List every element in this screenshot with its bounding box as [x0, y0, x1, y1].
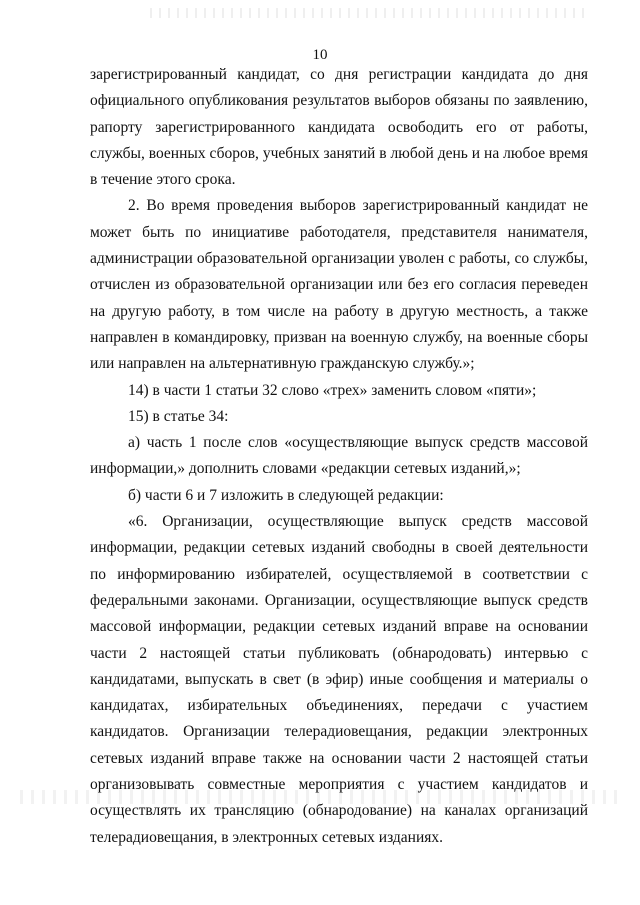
paragraph-6: б) части 6 и 7 изложить в следующей редакции:: [128, 486, 444, 504]
paragraph-4: 15) в статье 34:: [128, 407, 229, 425]
paragraph-1: зарегистрированный кандидат, со дня регистрации кандидата до дня официального опубликования результатов выборов обязаны по заявлению, рапорту зарегистрированного кандидата освободить его от работы, службы, военных сборов, учебных занятий в любой день и на любое время в течение этого срока.: [90, 66, 588, 189]
paragraph-3: 14) в части 1 статьи 32 слово «трех» заменить словом «пяти»;: [128, 381, 537, 399]
paragraph-5: а) часть 1 после слов «осуществляющие выпуск средств массовой информации,» дополнить словами «редакции сетевых изданий,»;: [90, 434, 588, 478]
document-body: [90, 62, 588, 851]
scan-noise-top: [150, 8, 590, 18]
page-number: 10: [312, 47, 328, 63]
paragraph-2: 2. Во время проведения выборов зарегистрированный кандидат не может быть по инициативе работодателя, представителя нанимателя, администрации образовательной организации уволен с работы, со службы, отчислен из образовательной организации или без его согласия переведен на другую работу, в том числе на работу в другую местность, а также направлен в командировку, призван на военную службу, на военные сборы или направлен на альтернативную гражданскую службу.»;: [90, 197, 588, 373]
paragraph-7: «6. Организации, осуществляющие выпуск средств массовой информации, редакции сетевых изданий свободны в своей деятельности по информированию избирателей, осуществляемой в соответствии с федеральными законами. Организации, осуществляющие выпуск средств массовой информации, редакции сетевых изданий вправе на основании части 2 настоящей статьи публиковать (обнародовать) интервью с кандидатами, выпускать в свет (в эфир) иные сообщения и материалы о кандидатах, избирательных объединениях, передачи с участием кандидатов. Организации телерадиовещания, редакции электронных сетевых изданий вправе также на основании части 2 настоящей статьи организовывать совместные мероприятия с участием кандидатов и осуществлять их трансляцию (обнародование) на каналах организаций телерадиовещания, в электронных сетевых изданиях.: [90, 513, 588, 846]
scan-noise-bottom: [20, 790, 620, 804]
